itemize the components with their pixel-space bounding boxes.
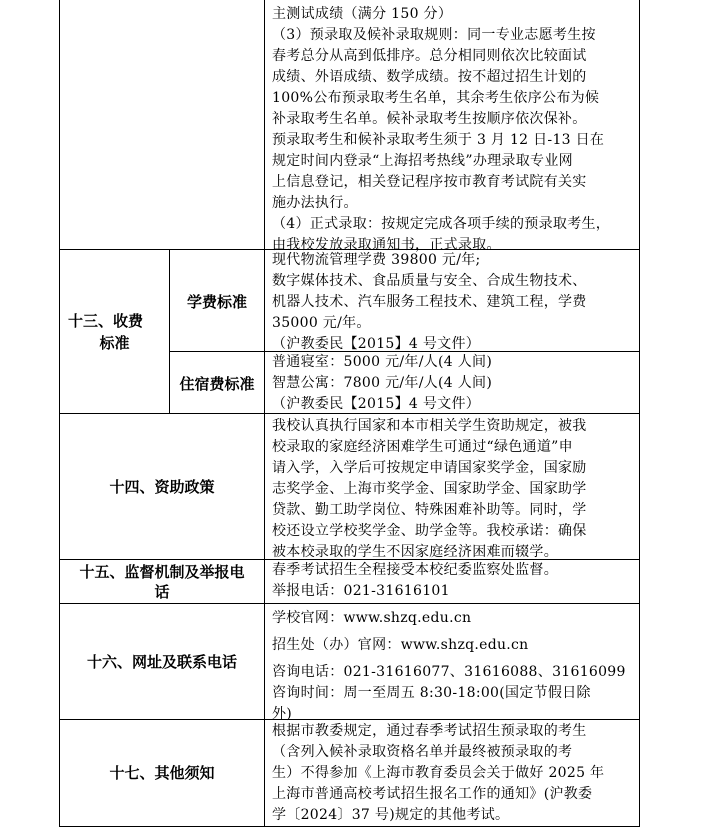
text-line: 春考总分从高到低排序。总分相同则依次比较面试 [272,48,587,64]
text-line: 成绩、外语成绩、数学成绩。按不超过招生计划的 [272,69,587,85]
other-notes-content [265,720,639,826]
school-website: 学校官网：www.shzq.edu.cn [272,610,472,626]
text-line: 规定时间内登录“上海招考热线”办理录取专业网 [272,153,573,169]
text-line: （沪教委民【2015】4 号文件） [272,396,481,412]
text-line: 100%公布预录取考生名单，其余考生依序公布为候 [272,90,600,106]
text-line: 数字媒体技术、食品质量与安全、合成生物技术、 [272,273,587,289]
text-line: 外) [272,706,293,722]
label-line: 十五、监督机制及举报电 [79,562,245,581]
label-line: 十三、收费 [68,311,144,330]
fee-standards-label [60,250,170,413]
text-line: 生）不得参加《上海市教育委员会关于做好 2025 年 [272,765,605,781]
text-line: （沪教委民【2015】4 号文件） [272,336,481,352]
text-line: 被本校录取的学生不因家庭经济困难而辍学。 [272,544,558,560]
row-fee-standards [59,250,640,414]
text-line: 校录取的家庭经济困难学生可通过“绿色通道”申 [272,439,573,455]
text-line: （4）正式录取：按规定完成各项手续的预录取考生， [272,216,611,232]
other-notes-label [60,720,265,826]
financial-aid-content [265,414,639,559]
text-line: 预录取考生和候补录取考生须于 3 月 12 日-13 日在 [272,132,605,148]
label-text: 十四、资助政策 [109,477,215,496]
text-line: （含列入候补录取资格名单并最终被预录取的考 [272,744,573,760]
financial-aid-label [60,414,265,559]
contact-content [265,604,639,722]
text-line: 请入学，入学后可按规定申请国家奖学金，国家励 [272,460,587,476]
row-admission-rules [59,0,640,253]
label-line: 话 [154,582,170,601]
text-line: 学〔2024〕37 号)规定的其他考试。 [272,807,510,823]
tuition-label: 学费标准 [170,250,265,352]
text-line: 我校认真执行国家和本市相关学生资助规定，被我 [272,418,587,434]
text-line: 春季考试招生全程接受本校纪委监察处监督。 [272,562,558,578]
label-text: 十六、网址及联系电话 [86,652,237,671]
text-line: 现代物流管理学费 39800 元/年; [272,252,481,268]
text-line: 根据市教委规定，通过春季考试招生预录取的考生 [272,723,587,739]
text-line: 主测试成绩（满分 150 分） [272,6,453,22]
label-line: 标准 [99,333,130,352]
text-line: 普通寝室：5000 元/年/人(4 人间) [272,354,493,370]
row-other-notes [59,720,640,827]
text-line: 校还设立学校奖学金、助学金等。我校承诺：确保 [272,523,587,539]
dorm-fee-label: 住宿费标准 [170,352,265,414]
row-contact [59,604,640,720]
row-financial-aid [59,414,640,560]
text-line: 上信息登记，相关登记程序按市教育考试院有关实 [272,174,587,190]
text-line: （3）预录取及候补录取规则：同一专业志愿考生按 [272,27,596,43]
text-line: 贷款、勤工助学岗位、特殊困难补助等。同时，学 [272,502,587,518]
text-line: 35000 元/年。 [272,315,371,331]
text-line: 志奖学金、上海市奖学金、国家助学金、国家助学 [272,481,587,497]
supervision-content [265,560,639,603]
label-text: 十七、其他须知 [109,764,215,782]
tuition-content [265,250,639,352]
admissions-website: 招生处（办）官网：www.shzq.edu.cn [272,637,529,653]
admissions-table [59,0,640,827]
text-line: 补录取考生名单。候补录取考生按顺序依次保补。 [272,111,587,127]
admission-rules-content [265,0,639,253]
contact-label [60,604,265,719]
supervision-label [60,560,265,603]
report-phone: 举报电话：021-31616101 [272,583,450,599]
consult-hours: 咨询时间：周一至周五 8:30-18:00(国定节假日除 [272,685,591,701]
text-line: 施办法执行。 [272,195,358,211]
row-label-empty [60,0,265,249]
text-line: 由我校发放录取通知书，正式录取。 [272,237,501,253]
consult-phone: 咨询电话：021-31616077、31616088、31616099 [272,664,626,680]
text-line: 机器人技术、汽车服务工程技术、建筑工程，学费 [272,294,587,310]
text-line: 智慧公寓：7800 元/年/人(4 人间) [272,375,493,391]
text-line: 上海市普通高校考试招生报名工作的通知》(沪教委 [272,786,593,802]
row-supervision [59,560,640,604]
dorm-fee-content [265,352,639,413]
